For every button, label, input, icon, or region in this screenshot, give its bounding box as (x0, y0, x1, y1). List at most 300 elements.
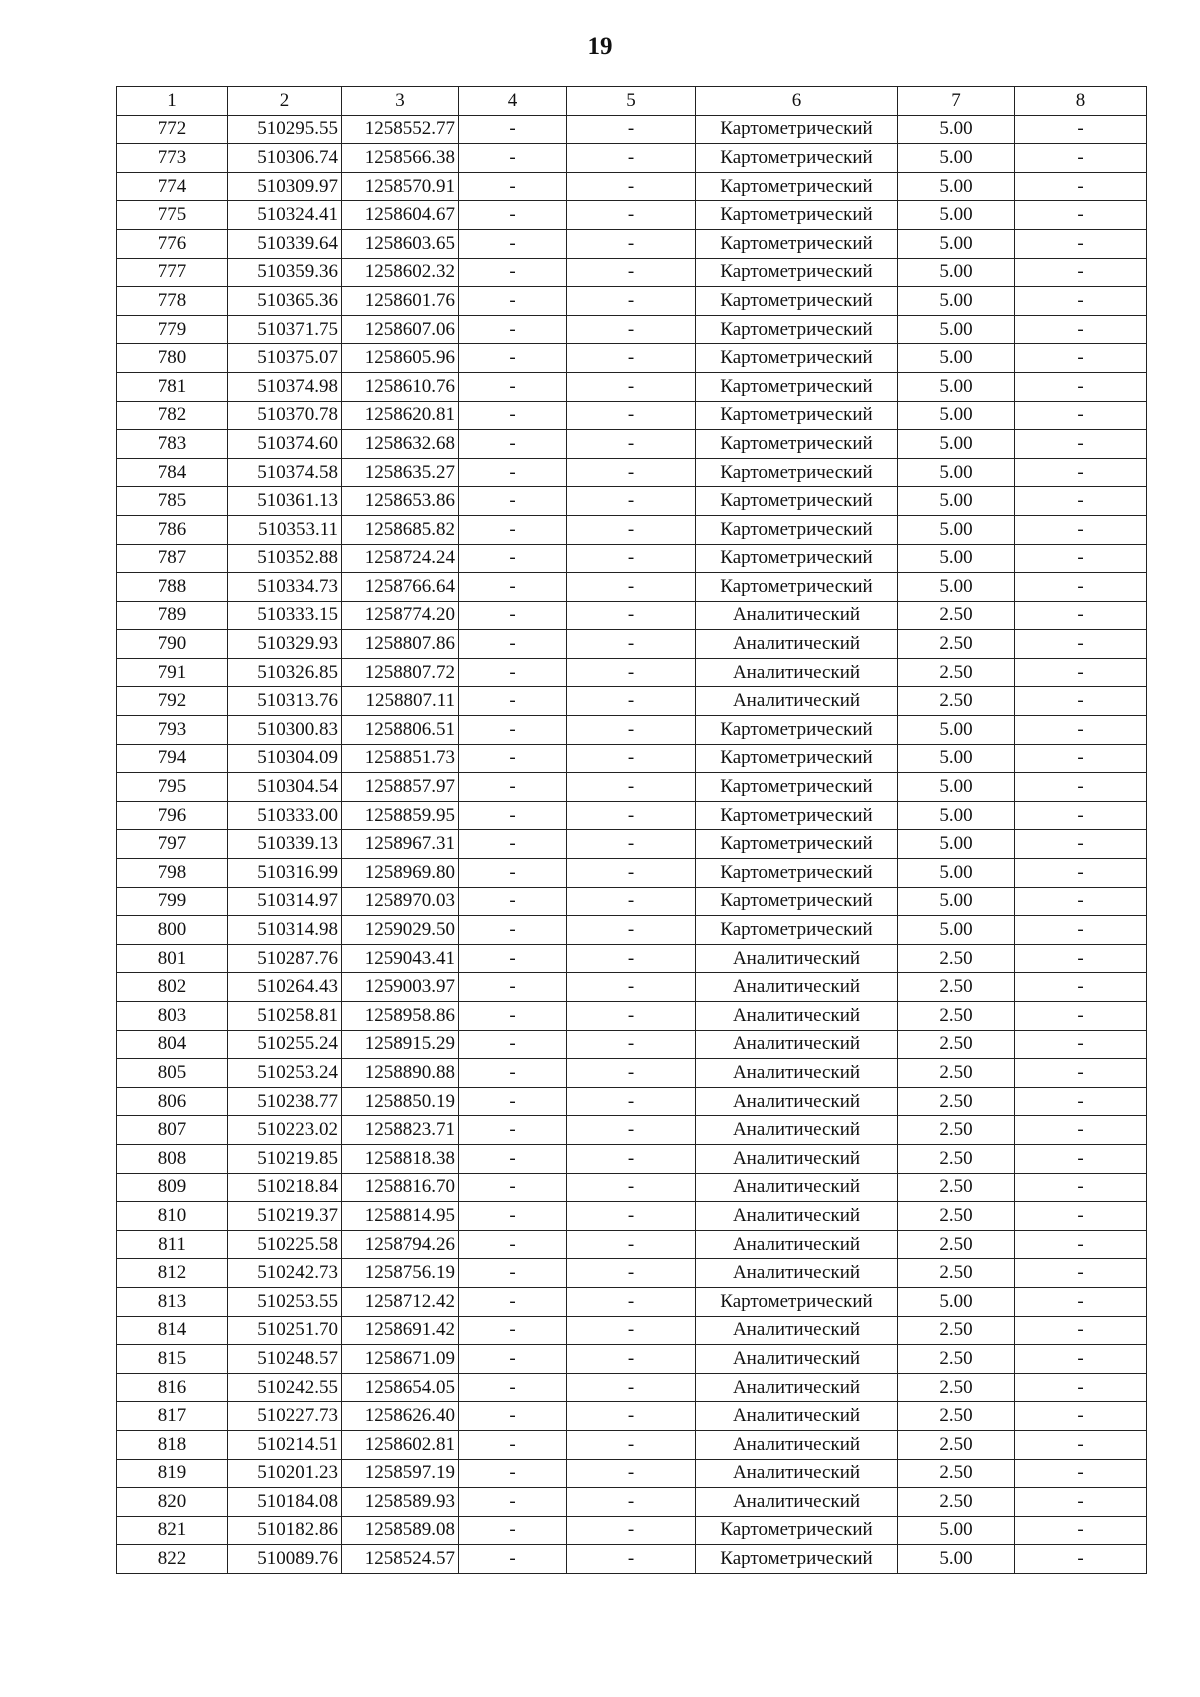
table-cell-col-5: - (567, 1059, 696, 1088)
table-cell-col-5: - (567, 1230, 696, 1259)
table-cell-col-4: - (459, 573, 567, 602)
column-header-6: 6 (696, 87, 898, 116)
table-cell-col-5: - (567, 801, 696, 830)
table-cell-col-4: - (459, 773, 567, 802)
table-cell-col-5: - (567, 744, 696, 773)
table-cell-col-3: 1258724.24 (342, 544, 459, 573)
table-cell-col-2: 510201.23 (228, 1459, 342, 1488)
table-cell-col-5: - (567, 458, 696, 487)
table-cell-col-1: 785 (117, 487, 228, 516)
table-cell-col-5: - (567, 172, 696, 201)
table-cell-col-6: Картометрический (696, 458, 898, 487)
table-cell-col-4: - (459, 944, 567, 973)
table-cell-col-5: - (567, 229, 696, 258)
table-cell-col-3: 1258602.81 (342, 1430, 459, 1459)
table-cell-col-6: Аналитический (696, 1230, 898, 1259)
table-cell-col-5: - (567, 1373, 696, 1402)
table-cell-col-8: - (1015, 658, 1147, 687)
table-cell-col-2: 510242.73 (228, 1259, 342, 1288)
table-cell-col-3: 1258635.27 (342, 458, 459, 487)
table-cell-col-6: Картометрический (696, 801, 898, 830)
table-row (117, 1545, 1147, 1574)
table-cell-col-2: 510339.64 (228, 229, 342, 258)
table-cell-col-2: 510255.24 (228, 1030, 342, 1059)
table-cell-col-8: - (1015, 258, 1147, 287)
table-cell-col-3: 1258818.38 (342, 1144, 459, 1173)
table-cell-col-3: 1258794.26 (342, 1230, 459, 1259)
table-cell-col-4: - (459, 973, 567, 1002)
table-cell-col-2: 510306.74 (228, 144, 342, 173)
table-cell-col-4: - (459, 1373, 567, 1402)
table-cell-col-3: 1258807.11 (342, 687, 459, 716)
table-cell-col-3: 1258610.76 (342, 372, 459, 401)
table-cell-col-5: - (567, 1316, 696, 1345)
table-cell-col-3: 1258671.09 (342, 1345, 459, 1374)
table-cell-col-8: - (1015, 601, 1147, 630)
table-cell-col-8: - (1015, 630, 1147, 659)
table-cell-col-1: 792 (117, 687, 228, 716)
table-cell-col-8: - (1015, 1459, 1147, 1488)
table-cell-col-1: 786 (117, 515, 228, 544)
table-cell-col-1: 773 (117, 144, 228, 173)
table-cell-col-6: Аналитический (696, 1373, 898, 1402)
table-cell-col-8: - (1015, 1173, 1147, 1202)
table-row (117, 630, 1147, 659)
table-row (117, 201, 1147, 230)
table-cell-col-5: - (567, 515, 696, 544)
table-cell-col-7: 5.00 (898, 229, 1015, 258)
table-cell-col-7: 5.00 (898, 201, 1015, 230)
table-cell-col-4: - (459, 716, 567, 745)
table-cell-col-5: - (567, 1116, 696, 1145)
table-cell-col-5: - (567, 973, 696, 1002)
table-cell-col-1: 776 (117, 229, 228, 258)
table-cell-col-8: - (1015, 1116, 1147, 1145)
table-cell-col-1: 822 (117, 1545, 228, 1574)
table-cell-col-1: 799 (117, 887, 228, 916)
table-row (117, 430, 1147, 459)
table-cell-col-8: - (1015, 1488, 1147, 1517)
table-cell-col-6: Аналитический (696, 1144, 898, 1173)
table-cell-col-2: 510371.75 (228, 315, 342, 344)
table-row (117, 1002, 1147, 1031)
table-row (117, 916, 1147, 945)
table-cell-col-4: - (459, 1545, 567, 1574)
table-cell-col-7: 2.50 (898, 687, 1015, 716)
table-cell-col-4: - (459, 1059, 567, 1088)
table-cell-col-5: - (567, 544, 696, 573)
table-cell-col-7: 5.00 (898, 573, 1015, 602)
table-cell-col-7: 5.00 (898, 287, 1015, 316)
table-cell-col-1: 782 (117, 401, 228, 430)
table-row (117, 1345, 1147, 1374)
table-cell-col-3: 1258816.70 (342, 1173, 459, 1202)
table-cell-col-5: - (567, 887, 696, 916)
table-cell-col-8: - (1015, 887, 1147, 916)
column-header-2: 2 (228, 87, 342, 116)
table-cell-col-5: - (567, 658, 696, 687)
table-cell-col-7: 2.50 (898, 1230, 1015, 1259)
table-cell-col-1: 777 (117, 258, 228, 287)
table-cell-col-1: 811 (117, 1230, 228, 1259)
table-cell-col-3: 1258814.95 (342, 1202, 459, 1231)
table-cell-col-2: 510374.98 (228, 372, 342, 401)
table-cell-col-8: - (1015, 1402, 1147, 1431)
table-cell-col-2: 510238.77 (228, 1087, 342, 1116)
table-cell-col-1: 787 (117, 544, 228, 573)
table-cell-col-6: Аналитический (696, 944, 898, 973)
table-cell-col-6: Картометрический (696, 830, 898, 859)
table-cell-col-5: - (567, 1545, 696, 1574)
table-cell-col-3: 1258857.97 (342, 773, 459, 802)
table-cell-col-3: 1258958.86 (342, 1002, 459, 1031)
table-cell-col-5: - (567, 1459, 696, 1488)
table-cell-col-4: - (459, 1402, 567, 1431)
table-cell-col-6: Картометрический (696, 744, 898, 773)
table-cell-col-1: 810 (117, 1202, 228, 1231)
table-cell-col-5: - (567, 773, 696, 802)
table-cell-col-3: 1258654.05 (342, 1373, 459, 1402)
table-cell-col-3: 1258524.57 (342, 1545, 459, 1574)
table-cell-col-7: 5.00 (898, 1545, 1015, 1574)
table-cell-col-6: Аналитический (696, 1087, 898, 1116)
table-cell-col-7: 2.50 (898, 1259, 1015, 1288)
table-cell-col-6: Картометрический (696, 515, 898, 544)
table-cell-col-3: 1258603.65 (342, 229, 459, 258)
table-cell-col-8: - (1015, 1516, 1147, 1545)
table-cell-col-7: 5.00 (898, 544, 1015, 573)
table-cell-col-4: - (459, 801, 567, 830)
table-cell-col-7: 5.00 (898, 859, 1015, 888)
table-cell-col-6: Аналитический (696, 1488, 898, 1517)
table-row (117, 887, 1147, 916)
table-cell-col-5: - (567, 573, 696, 602)
table-cell-col-8: - (1015, 144, 1147, 173)
table-cell-col-3: 1258915.29 (342, 1030, 459, 1059)
table-cell-col-2: 510314.98 (228, 916, 342, 945)
table-cell-col-5: - (567, 916, 696, 945)
table-cell-col-3: 1258607.06 (342, 315, 459, 344)
table-cell-col-2: 510251.70 (228, 1316, 342, 1345)
table-cell-col-3: 1258969.80 (342, 859, 459, 888)
table-row (117, 287, 1147, 316)
table-cell-col-7: 5.00 (898, 401, 1015, 430)
table-cell-col-4: - (459, 1516, 567, 1545)
column-header-3: 3 (342, 87, 459, 116)
table-cell-col-5: - (567, 1430, 696, 1459)
table-cell-col-4: - (459, 287, 567, 316)
table-row (117, 1087, 1147, 1116)
table-cell-col-1: 807 (117, 1116, 228, 1145)
table-cell-col-2: 510309.97 (228, 172, 342, 201)
table-cell-col-5: - (567, 1345, 696, 1374)
table-cell-col-8: - (1015, 315, 1147, 344)
table-cell-col-4: - (459, 630, 567, 659)
table-cell-col-7: 2.50 (898, 1059, 1015, 1088)
table-cell-col-1: 774 (117, 172, 228, 201)
table-cell-col-1: 818 (117, 1430, 228, 1459)
table-cell-col-7: 2.50 (898, 1402, 1015, 1431)
table-cell-col-4: - (459, 458, 567, 487)
table-row (117, 144, 1147, 173)
table-row (117, 658, 1147, 687)
table-cell-col-3: 1258712.42 (342, 1287, 459, 1316)
table-cell-col-6: Аналитический (696, 687, 898, 716)
table-cell-col-6: Картометрический (696, 1287, 898, 1316)
column-header-7: 7 (898, 87, 1015, 116)
table-cell-col-2: 510295.55 (228, 115, 342, 144)
table-cell-col-3: 1258552.77 (342, 115, 459, 144)
table-cell-col-1: 779 (117, 315, 228, 344)
table-cell-col-2: 510258.81 (228, 1002, 342, 1031)
table-cell-col-2: 510214.51 (228, 1430, 342, 1459)
table-cell-col-1: 806 (117, 1087, 228, 1116)
table-cell-col-2: 510184.08 (228, 1488, 342, 1517)
table-cell-col-6: Картометрический (696, 916, 898, 945)
table-cell-col-4: - (459, 916, 567, 945)
table-cell-col-6: Аналитический (696, 1430, 898, 1459)
table-row (117, 172, 1147, 201)
table-cell-col-1: 804 (117, 1030, 228, 1059)
table-cell-col-7: 2.50 (898, 658, 1015, 687)
table-cell-col-6: Картометрический (696, 315, 898, 344)
table-row (117, 544, 1147, 573)
table-cell-col-2: 510227.73 (228, 1402, 342, 1431)
table-cell-col-2: 510300.83 (228, 716, 342, 745)
table-cell-col-1: 821 (117, 1516, 228, 1545)
table-cell-col-3: 1258774.20 (342, 601, 459, 630)
table-cell-col-2: 510314.97 (228, 887, 342, 916)
table-row (117, 1516, 1147, 1545)
table-cell-col-5: - (567, 201, 696, 230)
table-cell-col-4: - (459, 115, 567, 144)
table-cell-col-5: - (567, 1259, 696, 1288)
table-cell-col-3: 1258589.93 (342, 1488, 459, 1517)
table-cell-col-6: Картометрический (696, 201, 898, 230)
table-cell-col-6: Картометрический (696, 716, 898, 745)
table-cell-col-4: - (459, 544, 567, 573)
table-cell-col-7: 5.00 (898, 172, 1015, 201)
table-cell-col-3: 1258823.71 (342, 1116, 459, 1145)
table-cell-col-4: - (459, 601, 567, 630)
table-cell-col-6: Аналитический (696, 1459, 898, 1488)
table-cell-col-7: 5.00 (898, 801, 1015, 830)
table-row (117, 1144, 1147, 1173)
table-cell-col-1: 780 (117, 344, 228, 373)
table-cell-col-4: - (459, 315, 567, 344)
table-cell-col-6: Картометрический (696, 172, 898, 201)
table-cell-col-7: 2.50 (898, 1202, 1015, 1231)
table-cell-col-2: 510370.78 (228, 401, 342, 430)
table-cell-col-8: - (1015, 1316, 1147, 1345)
table-cell-col-3: 1259003.97 (342, 973, 459, 1002)
table-cell-col-7: 5.00 (898, 144, 1015, 173)
table-cell-col-5: - (567, 344, 696, 373)
table-cell-col-5: - (567, 1516, 696, 1545)
table-cell-col-8: - (1015, 372, 1147, 401)
table-cell-col-7: 5.00 (898, 515, 1015, 544)
table-cell-col-3: 1258570.91 (342, 172, 459, 201)
table-cell-col-8: - (1015, 115, 1147, 144)
table-cell-col-8: - (1015, 344, 1147, 373)
table-cell-col-6: Картометрический (696, 344, 898, 373)
table-cell-col-8: - (1015, 830, 1147, 859)
table-cell-col-3: 1258620.81 (342, 401, 459, 430)
table-cell-col-7: 2.50 (898, 1116, 1015, 1145)
table-cell-col-4: - (459, 1087, 567, 1116)
table-row (117, 1430, 1147, 1459)
table-cell-col-5: - (567, 1144, 696, 1173)
table-cell-col-8: - (1015, 1202, 1147, 1231)
table-cell-col-1: 817 (117, 1402, 228, 1431)
table-cell-col-6: Аналитический (696, 658, 898, 687)
table-cell-col-4: - (459, 144, 567, 173)
table-cell-col-8: - (1015, 229, 1147, 258)
table-row (117, 487, 1147, 516)
table-row (117, 744, 1147, 773)
table-cell-col-1: 812 (117, 1259, 228, 1288)
table-cell-col-7: 5.00 (898, 887, 1015, 916)
table-cell-col-5: - (567, 287, 696, 316)
table-cell-col-2: 510361.13 (228, 487, 342, 516)
table-cell-col-6: Картометрический (696, 229, 898, 258)
table-cell-col-5: - (567, 258, 696, 287)
table-cell-col-8: - (1015, 973, 1147, 1002)
table-cell-col-2: 510304.09 (228, 744, 342, 773)
table-cell-col-8: - (1015, 287, 1147, 316)
table-cell-col-7: 5.00 (898, 1287, 1015, 1316)
table-cell-col-4: - (459, 1030, 567, 1059)
table-cell-col-8: - (1015, 1002, 1147, 1031)
table-cell-col-8: - (1015, 916, 1147, 945)
table-cell-col-5: - (567, 1402, 696, 1431)
table-cell-col-6: Аналитический (696, 1059, 898, 1088)
table-cell-col-2: 510333.15 (228, 601, 342, 630)
table-cell-col-6: Аналитический (696, 1316, 898, 1345)
table-cell-col-6: Аналитический (696, 1402, 898, 1431)
table-cell-col-3: 1259043.41 (342, 944, 459, 973)
table-row (117, 1459, 1147, 1488)
table-cell-col-6: Аналитический (696, 1030, 898, 1059)
table-cell-col-4: - (459, 372, 567, 401)
table-row (117, 372, 1147, 401)
table-cell-col-6: Аналитический (696, 1259, 898, 1288)
table-cell-col-8: - (1015, 1545, 1147, 1574)
table-cell-col-4: - (459, 1488, 567, 1517)
table-cell-col-8: - (1015, 801, 1147, 830)
table-cell-col-7: 5.00 (898, 716, 1015, 745)
table-cell-col-6: Картометрический (696, 1545, 898, 1574)
table-row (117, 401, 1147, 430)
table-cell-col-3: 1258850.19 (342, 1087, 459, 1116)
table-cell-col-6: Картометрический (696, 573, 898, 602)
table-cell-col-4: - (459, 258, 567, 287)
table-cell-col-5: - (567, 716, 696, 745)
table-cell-col-5: - (567, 944, 696, 973)
table-cell-col-4: - (459, 1430, 567, 1459)
table-cell-col-6: Аналитический (696, 1202, 898, 1231)
table-cell-col-2: 510333.00 (228, 801, 342, 830)
table-cell-col-2: 510304.54 (228, 773, 342, 802)
table-cell-col-6: Картометрический (696, 544, 898, 573)
table-cell-col-2: 510219.85 (228, 1144, 342, 1173)
table-cell-col-7: 2.50 (898, 601, 1015, 630)
table-cell-col-1: 796 (117, 801, 228, 830)
table-cell-col-8: - (1015, 544, 1147, 573)
table-cell-col-2: 510253.24 (228, 1059, 342, 1088)
table-cell-col-7: 5.00 (898, 487, 1015, 516)
table-cell-col-6: Картометрический (696, 115, 898, 144)
table-cell-col-6: Картометрический (696, 258, 898, 287)
table-cell-col-5: - (567, 687, 696, 716)
table-cell-col-4: - (459, 172, 567, 201)
table-cell-col-3: 1259029.50 (342, 916, 459, 945)
table-row (117, 258, 1147, 287)
table-cell-col-7: 2.50 (898, 1030, 1015, 1059)
table-cell-col-2: 510329.93 (228, 630, 342, 659)
column-header-1: 1 (117, 87, 228, 116)
table-cell-col-4: - (459, 487, 567, 516)
column-header-8: 8 (1015, 87, 1147, 116)
table-cell-col-8: - (1015, 1087, 1147, 1116)
table-cell-col-8: - (1015, 515, 1147, 544)
table-row (117, 687, 1147, 716)
table-cell-col-1: 808 (117, 1144, 228, 1173)
table-cell-col-3: 1258597.19 (342, 1459, 459, 1488)
table-row (117, 716, 1147, 745)
table-row (117, 1030, 1147, 1059)
table-cell-col-2: 510316.99 (228, 859, 342, 888)
table-cell-col-2: 510324.41 (228, 201, 342, 230)
table-cell-col-2: 510182.86 (228, 1516, 342, 1545)
table-cell-col-1: 802 (117, 973, 228, 1002)
table-cell-col-6: Аналитический (696, 630, 898, 659)
table-cell-col-5: - (567, 1030, 696, 1059)
table-cell-col-1: 784 (117, 458, 228, 487)
page-number: 19 (587, 33, 613, 60)
table-cell-col-3: 1258851.73 (342, 744, 459, 773)
table-cell-col-1: 778 (117, 287, 228, 316)
table-cell-col-5: - (567, 859, 696, 888)
table-cell-col-4: - (459, 1287, 567, 1316)
table-cell-col-1: 809 (117, 1173, 228, 1202)
table-cell-col-4: - (459, 1459, 567, 1488)
table-cell-col-2: 510225.58 (228, 1230, 342, 1259)
table-cell-col-2: 510313.76 (228, 687, 342, 716)
table-cell-col-7: 5.00 (898, 744, 1015, 773)
table-cell-col-3: 1258859.95 (342, 801, 459, 830)
table-cell-col-3: 1258604.67 (342, 201, 459, 230)
table-cell-col-6: Аналитический (696, 1002, 898, 1031)
table-row (117, 773, 1147, 802)
table-cell-col-6: Картометрический (696, 401, 898, 430)
table-cell-col-8: - (1015, 1230, 1147, 1259)
table-cell-col-2: 510248.57 (228, 1345, 342, 1374)
table-cell-col-1: 795 (117, 773, 228, 802)
table-cell-col-2: 510374.60 (228, 430, 342, 459)
table-cell-col-8: - (1015, 1430, 1147, 1459)
table-row (117, 1202, 1147, 1231)
table-cell-col-7: 2.50 (898, 1316, 1015, 1345)
table-cell-col-2: 510264.43 (228, 973, 342, 1002)
table-cell-col-6: Картометрический (696, 287, 898, 316)
table-row (117, 315, 1147, 344)
table-cell-col-7: 2.50 (898, 1373, 1015, 1402)
table-cell-col-3: 1258691.42 (342, 1316, 459, 1345)
table-row (117, 859, 1147, 888)
table-row (117, 115, 1147, 144)
table-cell-col-8: - (1015, 458, 1147, 487)
